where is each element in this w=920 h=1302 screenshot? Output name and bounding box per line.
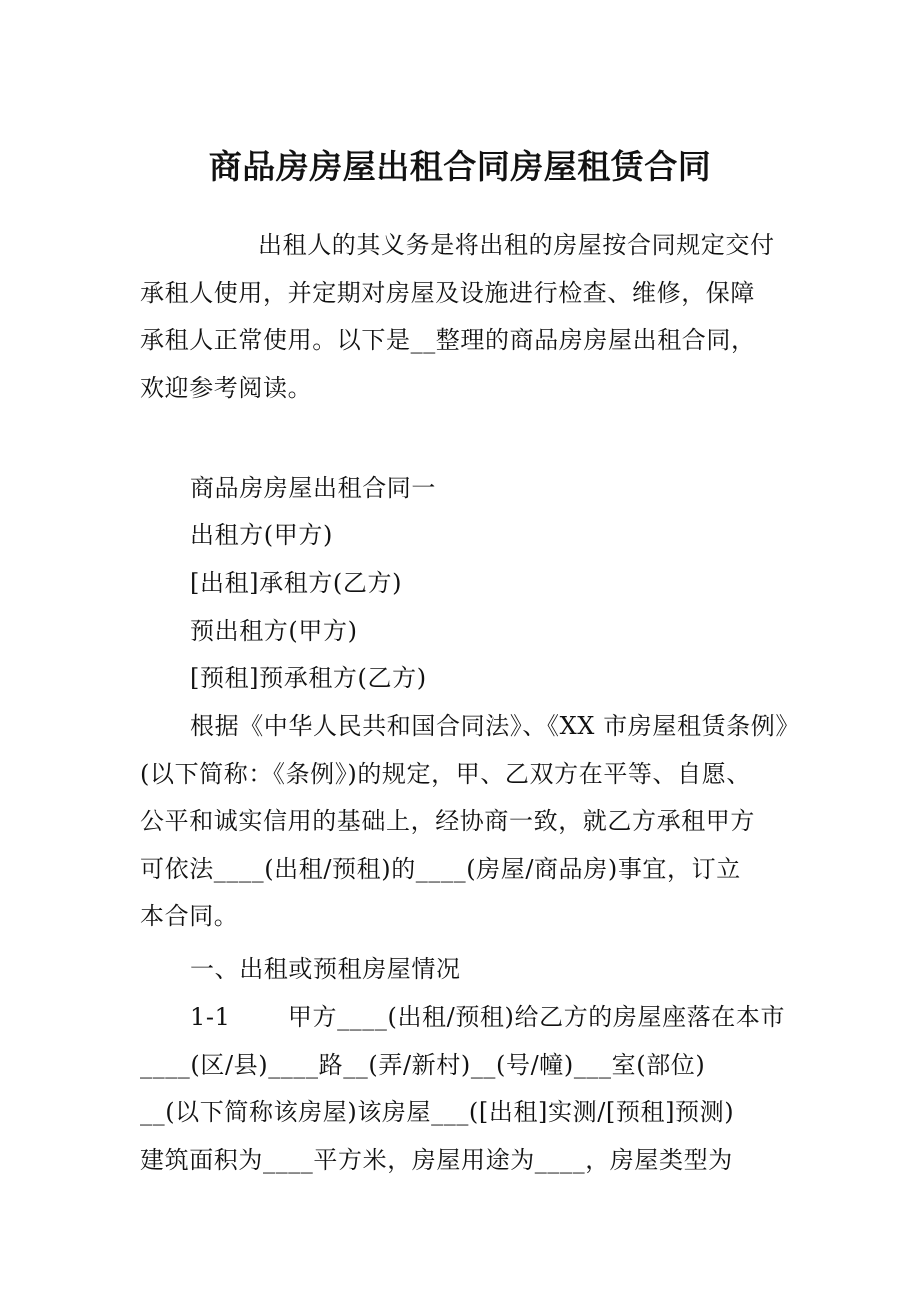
basis-line: 可依法____(出租/预租)的____(房屋/商品房)事宜，订立	[140, 854, 741, 883]
party-line: 出租方(甲方)	[190, 521, 333, 549]
intro-line: 出租人的其义务是将出租的房屋按合同规定交付	[258, 231, 775, 259]
intro-line: 承租人使用，并定期对房屋及设施进行检查、维修，保障	[140, 278, 755, 307]
clause-line: 建筑面积为____平方米，房屋用途为____，房屋类型为	[140, 1145, 733, 1174]
intro-paragraph	[140, 222, 790, 412]
clause-1-1	[140, 994, 790, 1184]
basis-line: 根据《中华人民共和国合同法》、《XX 市房屋租赁条例》	[190, 712, 800, 740]
basis-line: (以下简称：《条例》)的规定，甲、乙双方在平等、自愿、	[140, 759, 751, 788]
document-title: 商品房房屋出租合同房屋租赁合同	[208, 147, 712, 186]
party-line: 预出租方(甲方)	[190, 617, 358, 645]
clause-line: ____(区/县)____路__(弄/新村)__(号/幢)___室(部位)	[140, 1050, 706, 1079]
intro-line: 欢迎参考阅读。	[140, 373, 313, 402]
basis-line: 公平和诚实信用的基础上，经协商一致，就乙方承租甲方	[140, 807, 755, 835]
clause-line: 1-1 甲方____(出租/预租)给乙方的房屋座落在本市	[190, 1003, 786, 1031]
basis-paragraph	[140, 703, 800, 941]
clause-line: __(以下简称该房屋)该房屋___([出租]实测/[预租]预测)	[140, 1098, 735, 1126]
basis-line: 本合同。	[140, 902, 239, 930]
party-line: [出租]承租方(乙方)	[190, 569, 403, 597]
contract-heading: 商品房房屋出租合同一	[190, 474, 436, 502]
party-line: [预租]预承租方(乙方)	[190, 664, 427, 692]
intro-line: 承租人正常使用。以下是__整理的商品房房屋出租合同，	[140, 326, 756, 354]
section-heading: 一、出租或预租房屋情况	[190, 955, 461, 983]
